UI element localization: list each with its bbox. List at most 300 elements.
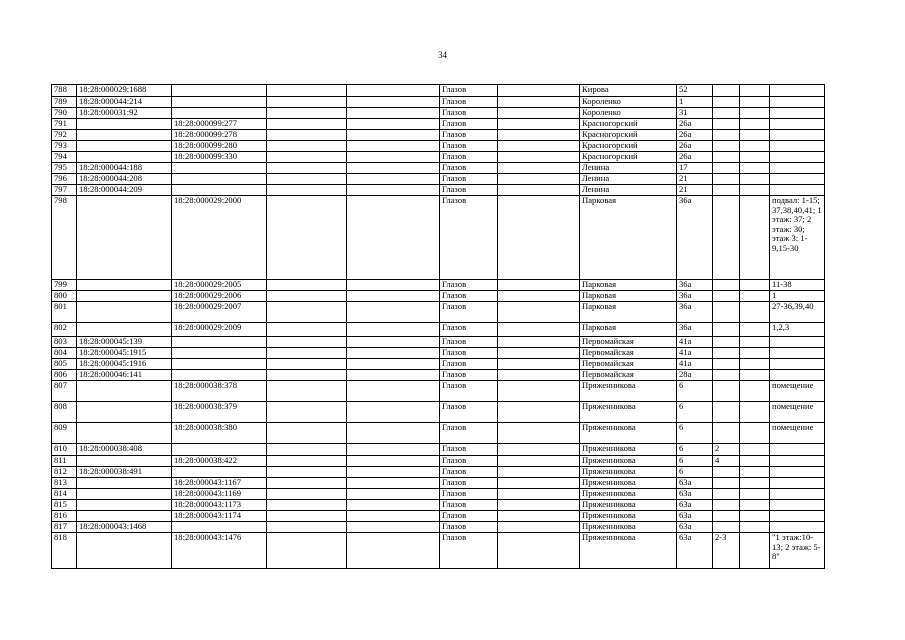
cadastral-number-alt-cell: 18:28:000099:330 xyxy=(172,152,267,163)
empty-cell xyxy=(498,402,580,423)
city-cell: Глазов xyxy=(440,130,498,141)
empty-cell xyxy=(498,500,580,511)
cadastral-number-cell: 18:28:000045:1915 xyxy=(77,348,172,359)
empty-cell xyxy=(347,381,440,402)
cadastral-number-alt-cell: 18:28:000038:378 xyxy=(172,381,267,402)
table-row xyxy=(52,85,825,97)
empty-cell xyxy=(347,456,440,467)
empty-cell xyxy=(740,444,770,456)
notes-cell: 1,2,3 xyxy=(770,323,825,337)
city-cell: Глазов xyxy=(440,97,498,108)
empty-cell xyxy=(347,478,440,489)
empty-cell xyxy=(740,381,770,402)
notes-cell: помещение xyxy=(770,381,825,402)
empty-cell xyxy=(347,337,440,348)
notes-cell xyxy=(770,141,825,152)
city-cell: Глазов xyxy=(440,348,498,359)
city-cell: Глазов xyxy=(440,163,498,174)
row-number-cell: 810 xyxy=(52,444,77,456)
city-cell: Глазов xyxy=(440,511,498,522)
cadastral-number-alt-cell: 18:28:000099:280 xyxy=(172,141,267,152)
street-cell: Пряженникова xyxy=(580,444,677,456)
empty-cell xyxy=(267,467,347,478)
unit-cell xyxy=(713,478,740,489)
empty-cell xyxy=(740,348,770,359)
cadastral-number-alt-cell: 18:28:000029:2009 xyxy=(172,323,267,337)
empty-cell xyxy=(267,130,347,141)
street-cell: Парковая xyxy=(580,323,677,337)
empty-cell xyxy=(347,323,440,337)
notes-cell xyxy=(770,130,825,141)
city-cell: Глазов xyxy=(440,108,498,119)
empty-cell xyxy=(498,119,580,130)
row-number-cell: 795 xyxy=(52,163,77,174)
cadastral-number-cell xyxy=(77,302,172,323)
row-number-cell: 803 xyxy=(52,337,77,348)
house-number-cell: 36а xyxy=(677,280,713,291)
empty-cell xyxy=(498,141,580,152)
notes-cell: "1 этаж:10-13; 2 этаж: 5-8" xyxy=(770,533,825,569)
street-cell: Короленко xyxy=(580,97,677,108)
unit-cell xyxy=(713,196,740,280)
house-number-cell: 52 xyxy=(677,85,713,97)
empty-cell xyxy=(347,467,440,478)
table-row xyxy=(52,522,825,533)
empty-cell xyxy=(740,522,770,533)
city-cell: Глазов xyxy=(440,533,498,569)
cadastral-number-alt-cell xyxy=(172,337,267,348)
empty-cell xyxy=(267,280,347,291)
empty-cell xyxy=(498,185,580,196)
empty-cell xyxy=(347,163,440,174)
unit-cell xyxy=(713,423,740,444)
street-cell: Пряженникова xyxy=(580,478,677,489)
city-cell: Глазов xyxy=(440,291,498,302)
table-row xyxy=(52,533,825,569)
row-number-cell: 807 xyxy=(52,381,77,402)
notes-cell xyxy=(770,152,825,163)
city-cell: Глазов xyxy=(440,456,498,467)
empty-cell xyxy=(267,85,347,97)
empty-cell xyxy=(267,489,347,500)
notes-cell xyxy=(770,467,825,478)
empty-cell xyxy=(740,280,770,291)
cadastral-number-cell xyxy=(77,478,172,489)
cadastral-number-alt-cell xyxy=(172,97,267,108)
cadastral-number-cell xyxy=(77,291,172,302)
notes-cell xyxy=(770,174,825,185)
notes-cell xyxy=(770,108,825,119)
empty-cell xyxy=(740,196,770,280)
table-row xyxy=(52,323,825,337)
unit-cell xyxy=(713,185,740,196)
street-cell: Короленко xyxy=(580,108,677,119)
table-row xyxy=(52,423,825,444)
cadastral-number-cell: 18:28:000045:1916 xyxy=(77,359,172,370)
empty-cell xyxy=(740,370,770,381)
unit-cell xyxy=(713,323,740,337)
cadastral-number-alt-cell: 18:28:000038:379 xyxy=(172,402,267,423)
table-row xyxy=(52,130,825,141)
cadastral-number-alt-cell: 18:28:000029:2000 xyxy=(172,196,267,280)
house-number-cell: 63а xyxy=(677,533,713,569)
empty-cell xyxy=(347,423,440,444)
row-number-cell: 801 xyxy=(52,302,77,323)
empty-cell xyxy=(347,141,440,152)
empty-cell xyxy=(740,130,770,141)
notes-cell xyxy=(770,185,825,196)
unit-cell xyxy=(713,130,740,141)
empty-cell xyxy=(267,444,347,456)
cadastral-number-alt-cell: 18:28:000043:1173 xyxy=(172,500,267,511)
house-number-cell: 36а xyxy=(677,302,713,323)
city-cell: Глазов xyxy=(440,370,498,381)
unit-cell: 2-3 xyxy=(713,533,740,569)
empty-cell xyxy=(498,302,580,323)
street-cell: Первомайская xyxy=(580,337,677,348)
empty-cell xyxy=(267,174,347,185)
cadastral-number-cell xyxy=(77,280,172,291)
empty-cell xyxy=(347,511,440,522)
cadastral-number-cell: 18:28:000031:92 xyxy=(77,108,172,119)
cadastral-number-alt-cell: 18:28:000029:2005 xyxy=(172,280,267,291)
street-cell: Первомайская xyxy=(580,370,677,381)
street-cell: Пряженникова xyxy=(580,423,677,444)
table-row xyxy=(52,97,825,108)
street-cell: Пряженникова xyxy=(580,381,677,402)
table-row xyxy=(52,108,825,119)
cadastral-number-alt-cell: 18:28:000038:380 xyxy=(172,423,267,444)
row-number-cell: 789 xyxy=(52,97,77,108)
cadastral-number-cell: 18:28:000029:1688 xyxy=(77,85,172,97)
empty-cell xyxy=(267,478,347,489)
notes-cell: подвал: 1-15; 37,38,40,41; 1 этаж: 37; 2 этаж: 30; этаж 3: 1-9,15-30 xyxy=(770,196,825,280)
row-number-cell: 812 xyxy=(52,467,77,478)
table-row xyxy=(52,152,825,163)
table-row xyxy=(52,163,825,174)
cadastral-number-alt-cell xyxy=(172,174,267,185)
empty-cell xyxy=(740,141,770,152)
cadastral-number-cell xyxy=(77,489,172,500)
empty-cell xyxy=(498,174,580,185)
city-cell: Глазов xyxy=(440,522,498,533)
cadastral-number-alt-cell xyxy=(172,163,267,174)
empty-cell xyxy=(347,85,440,97)
empty-cell xyxy=(498,359,580,370)
house-number-cell: 31 xyxy=(677,108,713,119)
cadastral-number-cell xyxy=(77,402,172,423)
cadastral-number-alt-cell xyxy=(172,359,267,370)
house-number-cell: 6 xyxy=(677,423,713,444)
city-cell: Глазов xyxy=(440,423,498,444)
empty-cell xyxy=(498,196,580,280)
registry-table xyxy=(51,84,825,569)
street-cell: Пряженникова xyxy=(580,511,677,522)
street-cell: Ленина xyxy=(580,185,677,196)
empty-cell xyxy=(267,119,347,130)
city-cell: Глазов xyxy=(440,280,498,291)
empty-cell xyxy=(267,97,347,108)
table-row xyxy=(52,119,825,130)
notes-cell xyxy=(770,489,825,500)
empty-cell xyxy=(740,423,770,444)
street-cell: Пряженникова xyxy=(580,533,677,569)
city-cell: Глазов xyxy=(440,337,498,348)
house-number-cell: 63а xyxy=(677,500,713,511)
cadastral-number-cell xyxy=(77,511,172,522)
table-row xyxy=(52,478,825,489)
house-number-cell: 63а xyxy=(677,489,713,500)
house-number-cell: 36а xyxy=(677,196,713,280)
house-number-cell: 41а xyxy=(677,359,713,370)
empty-cell xyxy=(498,511,580,522)
unit-cell: 4 xyxy=(713,456,740,467)
table-row xyxy=(52,291,825,302)
empty-cell xyxy=(498,522,580,533)
cadastral-number-alt-cell xyxy=(172,108,267,119)
notes-cell xyxy=(770,85,825,97)
house-number-cell: 36а xyxy=(677,291,713,302)
house-number-cell: 63а xyxy=(677,522,713,533)
house-number-cell: 6 xyxy=(677,456,713,467)
empty-cell xyxy=(347,500,440,511)
house-number-cell: 41а xyxy=(677,337,713,348)
house-number-cell: 26а xyxy=(677,130,713,141)
cadastral-number-cell xyxy=(77,423,172,444)
street-cell: Ленина xyxy=(580,163,677,174)
notes-cell: 27-36,39,40 xyxy=(770,302,825,323)
table-row xyxy=(52,280,825,291)
street-cell: Красногорский xyxy=(580,130,677,141)
row-number-cell: 790 xyxy=(52,108,77,119)
unit-cell xyxy=(713,489,740,500)
unit-cell xyxy=(713,402,740,423)
house-number-cell: 17 xyxy=(677,163,713,174)
city-cell: Глазов xyxy=(440,185,498,196)
row-number-cell: 808 xyxy=(52,402,77,423)
row-number-cell: 799 xyxy=(52,280,77,291)
empty-cell xyxy=(347,302,440,323)
cadastral-number-cell: 18:28:000046:141 xyxy=(77,370,172,381)
empty-cell xyxy=(267,381,347,402)
empty-cell xyxy=(498,478,580,489)
empty-cell xyxy=(267,402,347,423)
empty-cell xyxy=(740,359,770,370)
row-number-cell: 814 xyxy=(52,489,77,500)
row-number-cell: 794 xyxy=(52,152,77,163)
row-number-cell: 796 xyxy=(52,174,77,185)
cadastral-number-alt-cell xyxy=(172,467,267,478)
table-row xyxy=(52,467,825,478)
city-cell: Глазов xyxy=(440,119,498,130)
empty-cell xyxy=(267,185,347,196)
row-number-cell: 811 xyxy=(52,456,77,467)
table-row xyxy=(52,500,825,511)
empty-cell xyxy=(740,152,770,163)
empty-cell xyxy=(267,196,347,280)
empty-cell xyxy=(740,302,770,323)
street-cell: Парковая xyxy=(580,280,677,291)
empty-cell xyxy=(267,108,347,119)
street-cell: Парковая xyxy=(580,291,677,302)
unit-cell xyxy=(713,370,740,381)
empty-cell xyxy=(267,152,347,163)
table-row xyxy=(52,444,825,456)
empty-cell xyxy=(347,108,440,119)
empty-cell xyxy=(740,402,770,423)
table-row xyxy=(52,302,825,323)
empty-cell xyxy=(498,381,580,402)
cadastral-number-cell xyxy=(77,141,172,152)
notes-cell: помещение xyxy=(770,423,825,444)
unit-cell xyxy=(713,302,740,323)
cadastral-number-cell xyxy=(77,456,172,467)
empty-cell xyxy=(498,444,580,456)
row-number-cell: 793 xyxy=(52,141,77,152)
cadastral-number-cell xyxy=(77,500,172,511)
cadastral-number-cell xyxy=(77,130,172,141)
empty-cell xyxy=(498,337,580,348)
table-row xyxy=(52,489,825,500)
empty-cell xyxy=(740,489,770,500)
row-number-cell: 792 xyxy=(52,130,77,141)
unit-cell xyxy=(713,152,740,163)
cadastral-number-alt-cell: 18:28:000099:277 xyxy=(172,119,267,130)
empty-cell xyxy=(347,370,440,381)
row-number-cell: 817 xyxy=(52,522,77,533)
row-number-cell: 797 xyxy=(52,185,77,196)
cadastral-number-alt-cell: 18:28:000043:1167 xyxy=(172,478,267,489)
table-row xyxy=(52,348,825,359)
notes-cell: помещение xyxy=(770,402,825,423)
cadastral-number-alt-cell: 18:28:000029:2007 xyxy=(172,302,267,323)
empty-cell xyxy=(347,152,440,163)
empty-cell xyxy=(267,456,347,467)
notes-cell xyxy=(770,337,825,348)
empty-cell xyxy=(267,163,347,174)
unit-cell xyxy=(713,141,740,152)
notes-cell xyxy=(770,500,825,511)
city-cell: Глазов xyxy=(440,196,498,280)
empty-cell xyxy=(498,533,580,569)
cadastral-number-cell xyxy=(77,119,172,130)
street-cell: Первомайская xyxy=(580,348,677,359)
table-row xyxy=(52,359,825,370)
empty-cell xyxy=(347,130,440,141)
street-cell: Пряженникова xyxy=(580,500,677,511)
unit-cell xyxy=(713,174,740,185)
empty-cell xyxy=(740,478,770,489)
row-number-cell: 791 xyxy=(52,119,77,130)
notes-cell: 1 xyxy=(770,291,825,302)
unit-cell xyxy=(713,522,740,533)
empty-cell xyxy=(498,370,580,381)
empty-cell xyxy=(347,174,440,185)
row-number-cell: 815 xyxy=(52,500,77,511)
street-cell: Парковая xyxy=(580,302,677,323)
street-cell: Красногорский xyxy=(580,152,677,163)
row-number-cell: 798 xyxy=(52,196,77,280)
empty-cell xyxy=(347,119,440,130)
empty-cell xyxy=(347,348,440,359)
empty-cell xyxy=(498,280,580,291)
empty-cell xyxy=(498,130,580,141)
street-cell: Первомайская xyxy=(580,359,677,370)
house-number-cell: 1 xyxy=(677,97,713,108)
notes-cell: 11-38 xyxy=(770,280,825,291)
table-row xyxy=(52,337,825,348)
empty-cell xyxy=(740,119,770,130)
empty-cell xyxy=(347,402,440,423)
table-row xyxy=(52,381,825,402)
notes-cell xyxy=(770,444,825,456)
unit-cell xyxy=(713,500,740,511)
city-cell: Глазов xyxy=(440,359,498,370)
empty-cell xyxy=(267,291,347,302)
empty-cell xyxy=(267,302,347,323)
unit-cell xyxy=(713,348,740,359)
street-cell: Красногорский xyxy=(580,141,677,152)
empty-cell xyxy=(347,489,440,500)
empty-cell xyxy=(267,500,347,511)
empty-cell xyxy=(740,163,770,174)
unit-cell xyxy=(713,337,740,348)
empty-cell xyxy=(498,108,580,119)
cadastral-number-cell: 18:28:000045:139 xyxy=(77,337,172,348)
empty-cell xyxy=(347,291,440,302)
empty-cell xyxy=(498,348,580,359)
street-cell: Кирова xyxy=(580,85,677,97)
table-row xyxy=(52,185,825,196)
empty-cell xyxy=(740,291,770,302)
empty-cell xyxy=(267,423,347,444)
table-row xyxy=(52,370,825,381)
cadastral-number-cell: 18:28:000038:491 xyxy=(77,467,172,478)
empty-cell xyxy=(740,108,770,119)
empty-cell xyxy=(498,291,580,302)
unit-cell xyxy=(713,291,740,302)
empty-cell xyxy=(498,467,580,478)
city-cell: Глазов xyxy=(440,489,498,500)
street-cell: Пряженникова xyxy=(580,402,677,423)
notes-cell xyxy=(770,522,825,533)
empty-cell xyxy=(267,522,347,533)
empty-cell xyxy=(347,533,440,569)
table-row xyxy=(52,456,825,467)
cadastral-number-alt-cell xyxy=(172,522,267,533)
empty-cell xyxy=(740,500,770,511)
empty-cell xyxy=(498,152,580,163)
house-number-cell: 26а xyxy=(677,119,713,130)
cadastral-number-alt-cell xyxy=(172,444,267,456)
city-cell: Глазов xyxy=(440,402,498,423)
row-number-cell: 809 xyxy=(52,423,77,444)
cadastral-number-alt-cell xyxy=(172,85,267,97)
empty-cell xyxy=(498,85,580,97)
empty-cell xyxy=(267,141,347,152)
cadastral-number-cell xyxy=(77,323,172,337)
cadastral-number-alt-cell xyxy=(172,348,267,359)
house-number-cell: 26а xyxy=(677,141,713,152)
empty-cell xyxy=(498,489,580,500)
house-number-cell: 36а xyxy=(677,323,713,337)
cadastral-number-cell: 18:28:000044:209 xyxy=(77,185,172,196)
empty-cell xyxy=(347,185,440,196)
empty-cell xyxy=(267,359,347,370)
unit-cell xyxy=(713,163,740,174)
notes-cell xyxy=(770,511,825,522)
empty-cell xyxy=(740,97,770,108)
